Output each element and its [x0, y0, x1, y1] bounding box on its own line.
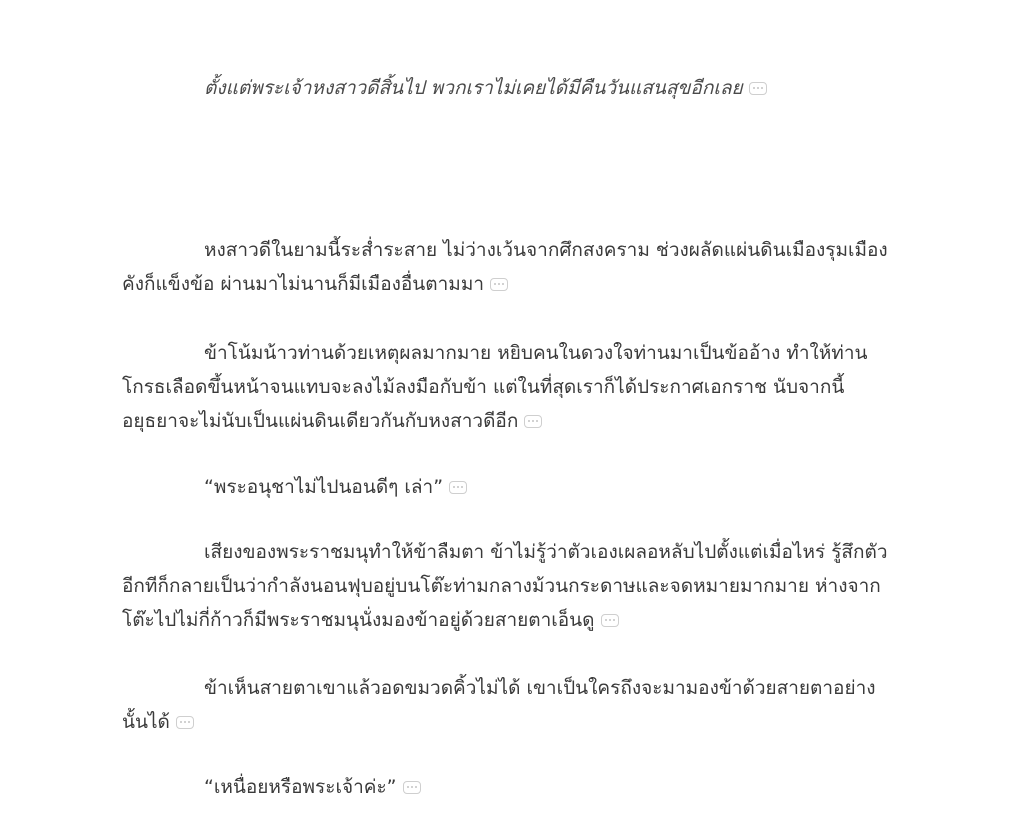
paragraph-text: ตั้งแต่พระเจ้าหงสาวดีสิ้นไป พวกเราไม่เคยได้มีคืนวันแสนสุขอีกเลย — [204, 77, 743, 99]
paragraph-6 — [122, 671, 892, 739]
comment-icon[interactable] — [403, 781, 421, 794]
paragraph-1 — [122, 71, 892, 105]
paragraph-text: “พระอนุชาไม่ไปนอนดีๆ เล่า” — [204, 476, 444, 498]
comment-icon[interactable] — [749, 82, 767, 95]
comment-icon[interactable] — [176, 716, 194, 729]
paragraph-4 — [122, 470, 892, 504]
comment-icon[interactable] — [601, 614, 619, 627]
paragraph-2 — [122, 233, 892, 301]
comment-icon[interactable] — [490, 278, 508, 291]
paragraph-5 — [122, 535, 892, 637]
comment-icon[interactable] — [524, 415, 542, 428]
paragraph-text: เสียงของพระราชมนุทำให้ข้าลืมตา ข้าไม่รู้ว่าตัวเองเผลอหลับไปตั้งแต่เมื่อไหร่ รู้สึกตัวอีกทีก็กลายเป็นว่ากำลังนอนฟุบอยู่บนโต๊ะท่ามกลางม้วนกระดาษและจดหมายมากมาย ห่างจากโต๊ะไปไม่กี่ก้าวก็มีพระราชมนุนั่งมองข้าอยู่ด้วยสายตาเอ็นดู — [122, 541, 888, 631]
paragraph-3 — [122, 336, 892, 438]
paragraph-text: หงสาวดีในยามนี้ระส่ำระสาย ไม่ว่างเว้นจากศึกสงคราม ช่วงผลัดแผ่นดินเมืองรุมเมืองคังก็แข็งข้อ ผ่านมาไม่นานก็มีเมืองอื่นตามมา — [122, 239, 888, 295]
paragraph-text: ข้าเห็นสายตาเขาแล้วอดขมวดคิ้วไม่ได้ เขาเป็นใครถึงจะมามองข้าด้วยสายตาอย่างนั้นได้ — [122, 677, 876, 733]
paragraph-7 — [122, 770, 892, 804]
paragraph-text: “เหนื่อยหรือพระเจ้าค่ะ” — [204, 776, 397, 798]
paragraph-text: ข้าโน้มน้าวท่านด้วยเหตุผลมากมาย หยิบคนในดวงใจท่านมาเป็นข้ออ้าง ทำให้ท่านโกรธเลือดขึ้นหน้าจนแทบจะลงไม้ลงมือกับข้า แต่ในที่สุดเราก็ได้ประกาศเอกราช นับจากนี้อยุธยาจะไม่นับเป็นแผ่นดินเดียวกันกับหงสาวดีอีก — [122, 342, 868, 432]
comment-icon[interactable] — [449, 481, 467, 494]
